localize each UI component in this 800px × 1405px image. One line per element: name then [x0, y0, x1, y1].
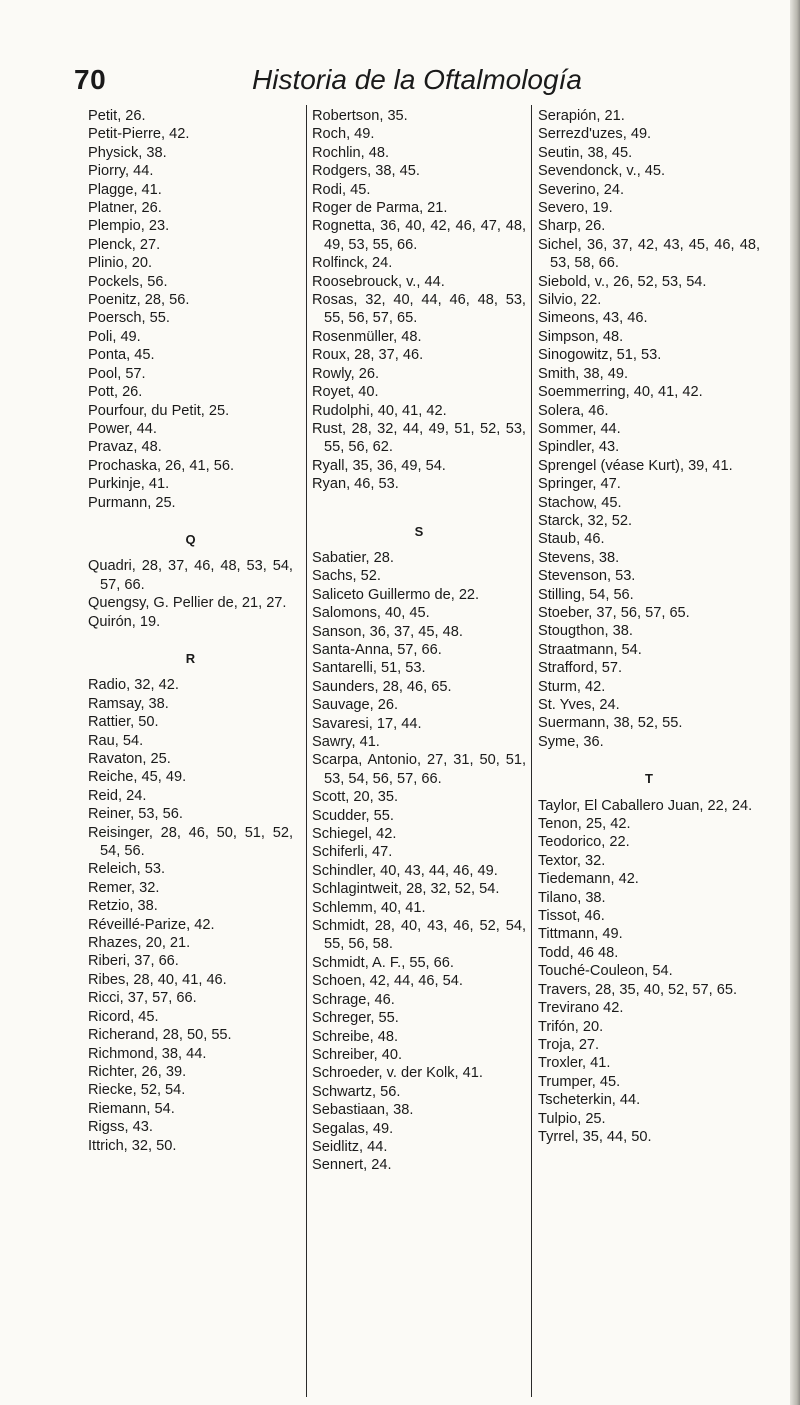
- index-entry: Schwartz, 56.: [312, 1083, 401, 1100]
- index-entry: Richmond, 38, 44.: [88, 1045, 207, 1062]
- index-entry: Reid, 24.: [88, 787, 147, 804]
- index-entry: Plenck, 27.: [88, 236, 161, 253]
- index-entry: Schiferli, 47.: [312, 844, 393, 861]
- index-column-3: [538, 107, 760, 1146]
- index-entry: Schmidt, A. F., 55, 66.: [312, 954, 454, 971]
- index-entry: Salomons, 40, 45.: [312, 605, 430, 622]
- index-entry: Purkinje, 41.: [88, 476, 170, 493]
- index-entry: Rhazes, 20, 21.: [88, 935, 191, 952]
- column-rule: [306, 105, 307, 1397]
- index-entry: Sevendonck, v., 45.: [538, 163, 666, 180]
- index-entry: Quirón, 19.: [88, 613, 161, 630]
- index-entry: Purmann, 25.: [88, 494, 176, 511]
- index-column-2: [312, 107, 526, 1175]
- column-rule: [531, 105, 532, 1397]
- index-entry: Rau, 54.: [88, 732, 144, 749]
- index-entry: Solera, 46.: [538, 402, 609, 419]
- index-entry: Quadri, 28, 37, 46, 48, 53, 54, 57, 66.: [88, 558, 293, 593]
- index-entry: Staub, 46.: [538, 531, 605, 548]
- index-entry: Sturm, 42.: [538, 678, 606, 695]
- index-entry: Siebold, v., 26, 52, 53, 54.: [538, 273, 707, 290]
- index-entry: Reiche, 45, 49.: [88, 769, 187, 786]
- index-entry: Riemann, 54.: [88, 1100, 175, 1117]
- index-entry: Rowly, 26.: [312, 365, 380, 382]
- index-entry: Plagge, 41.: [88, 181, 162, 198]
- index-entry: Radio, 32, 42.: [88, 677, 179, 694]
- index-entry: Sachs, 52.: [312, 568, 381, 585]
- index-entry: Schrage, 46.: [312, 991, 395, 1008]
- index-entry: Tilano, 38.: [538, 889, 606, 906]
- index-entry: Richter, 26, 39.: [88, 1063, 187, 1080]
- index-entry: Sprengel (véase Kurt), 39, 41.: [538, 457, 733, 474]
- index-entry: Sebastiaan, 38.: [312, 1102, 414, 1119]
- index-entry: Rognetta, 36, 40, 42, 46, 47, 48, 49, 53, 55, 66.: [312, 218, 526, 253]
- section-letter: Q: [185, 531, 196, 547]
- index-entry: Schreibe, 48.: [312, 1028, 398, 1045]
- index-entry: Silvio, 22.: [538, 292, 602, 309]
- index-entry: Trumper, 45.: [538, 1073, 621, 1090]
- index-entry: Royet, 40.: [312, 384, 379, 401]
- index-entry: Poli, 49.: [88, 328, 141, 345]
- index-entry: Smith, 38, 49.: [538, 365, 629, 382]
- index-entry: Roch, 49.: [312, 126, 375, 143]
- index-entry: Rochlin, 48.: [312, 144, 390, 161]
- index-entry: Piorry, 44.: [88, 163, 154, 180]
- index-entry: Reiner, 53, 56.: [88, 806, 183, 823]
- index-entry: Spindler, 43.: [538, 439, 620, 456]
- index-entry: Soemmerring, 40, 41, 42.: [538, 384, 703, 401]
- index-entry: Schoen, 42, 44, 46, 54.: [312, 973, 463, 990]
- index-entry: Ricci, 37, 57, 66.: [88, 990, 197, 1007]
- index-entry: Segalas, 49.: [312, 1120, 394, 1137]
- index-entry: Schmidt, 28, 40, 43, 46, 52, 54, 55, 56, 58.: [312, 918, 526, 953]
- index-entry: Simpson, 48.: [538, 328, 624, 345]
- index-entry: Strafford, 57.: [538, 660, 623, 677]
- index-entry: Suermann, 38, 52, 55.: [538, 715, 683, 732]
- index-column-1: [88, 107, 293, 1155]
- index-entry: Stilling, 54, 56.: [538, 586, 634, 603]
- index-entry: Sauvage, 26.: [312, 697, 399, 714]
- index-entry: Troja, 27.: [538, 1036, 600, 1053]
- index-entry: Richerand, 28, 50, 55.: [88, 1027, 232, 1044]
- index-entry: Trevirano 42.: [538, 1000, 624, 1017]
- index-entry: Schreger, 55.: [312, 1010, 399, 1027]
- page-edge-shadow: [790, 0, 800, 1405]
- index-entry: Ravaton, 25.: [88, 751, 171, 767]
- index-entry: Poenitz, 28, 56.: [88, 292, 190, 309]
- index-entry: Rudolphi, 40, 41, 42.: [312, 402, 447, 419]
- index-entry: Tissot, 46.: [538, 908, 605, 925]
- index-entry: Rodi, 45.: [312, 181, 371, 198]
- index-entry: Roosebrouck, v., 44.: [312, 273, 445, 290]
- index-entry: Serapión, 21.: [538, 108, 625, 124]
- index-entry: Stevens, 38.: [538, 549, 620, 566]
- index-entry: Pravaz, 48.: [88, 439, 162, 456]
- index-entry: Stoeber, 37, 56, 57, 65.: [538, 604, 690, 621]
- index-entry: Plinio, 20.: [88, 255, 153, 272]
- index-entry: Trifón, 20.: [538, 1018, 604, 1035]
- index-entry: Quengsy, G. Pellier de, 21, 27.: [88, 595, 287, 612]
- index-entry: Travers, 28, 35, 40, 52, 57, 65.: [538, 981, 738, 998]
- index-entry: Pourfour, du Petit, 25.: [88, 402, 230, 419]
- index-entry: Sabatier, 28.: [312, 549, 394, 566]
- index-entry: Sichel, 36, 37, 42, 43, 45, 46, 48, 53, 58, 66.: [538, 236, 760, 272]
- index-entry: Stougthon, 38.: [538, 623, 633, 640]
- index-entry: Scott, 20, 35.: [312, 789, 398, 806]
- index-entry: Seidlitz, 44.: [312, 1138, 388, 1155]
- index-entry: Roger de Parma, 21.: [312, 200, 448, 217]
- index-entry: Ribes, 28, 40, 41, 46.: [88, 971, 227, 988]
- index-entry: Sennert, 24.: [312, 1157, 392, 1174]
- index-entry: Severino, 24.: [538, 181, 624, 198]
- index-entry: Sanson, 36, 37, 45, 48.: [312, 623, 463, 640]
- index-entry: Robertson, 35.: [312, 108, 408, 124]
- section-letter: R: [185, 650, 196, 666]
- index-entry: Petit, 26.: [88, 108, 146, 124]
- index-entry: Scudder, 55.: [312, 807, 394, 824]
- index-entry: Saliceto Guillermo de, 22.: [312, 586, 480, 603]
- index-entry: Starck, 32, 52.: [538, 512, 633, 529]
- index-entry: Santa-Anna, 57, 66.: [312, 641, 442, 658]
- index-entry: Ricord, 45.: [88, 1008, 159, 1025]
- index-entry: Sommer, 44.: [538, 420, 621, 437]
- index-entry: Rigss, 43.: [88, 1119, 153, 1136]
- index-entry: Rodgers, 38, 45.: [312, 163, 420, 180]
- index-entry: Sawry, 41.: [312, 734, 380, 750]
- index-entry: Textor, 32.: [538, 852, 606, 869]
- index-entry: Sinogowitz, 51, 53.: [538, 347, 662, 364]
- index-entry: Saunders, 28, 46, 65.: [312, 678, 452, 695]
- index-entry: Simeons, 43, 46.: [538, 310, 648, 327]
- index-entry: Riberi, 37, 66.: [88, 953, 179, 970]
- index-entry: Ittrich, 32, 50.: [88, 1137, 177, 1154]
- index-entry: Schreiber, 40.: [312, 1046, 403, 1063]
- index-entry: Seutin, 38, 45.: [538, 144, 633, 161]
- index-entry: Schlemm, 40, 41.: [312, 899, 426, 916]
- section-letter: S: [414, 523, 424, 539]
- index-entry: Tittmann, 49.: [538, 926, 623, 943]
- index-entry: Tyrrel, 35, 44, 50.: [538, 1128, 652, 1145]
- index-entry: Pott, 26.: [88, 384, 143, 401]
- index-entry: Savaresi, 17, 44.: [312, 715, 422, 732]
- index-entry: Santarelli, 51, 53.: [312, 660, 426, 677]
- index-entry: Rolfinck, 24.: [312, 255, 393, 272]
- index-entry: Stevenson, 53.: [538, 568, 636, 585]
- index-entry: Schroeder, v. der Kolk, 41.: [312, 1065, 483, 1082]
- index-entry: Ramsay, 38.: [88, 695, 169, 712]
- index-entry: Serrezd'uzes, 49.: [538, 126, 652, 143]
- index-entry: Power, 44.: [88, 420, 157, 437]
- index-entry: Tiedemann, 42.: [538, 871, 639, 888]
- page-number: 70: [74, 64, 107, 95]
- index-entry: Plempio, 23.: [88, 218, 170, 235]
- index-entry: Springer, 47.: [538, 476, 621, 493]
- index-entry: Rust, 28, 32, 44, 49, 51, 52, 53, 55, 56, 62.: [312, 420, 526, 456]
- index-entry: Prochaska, 26, 41, 56.: [88, 457, 235, 474]
- index-entry: Ponta, 45.: [88, 347, 155, 364]
- index-entry: Touché-Couleon, 54.: [538, 963, 673, 980]
- index-entry: Tenon, 25, 42.: [538, 816, 631, 833]
- index-entry: Sharp, 26.: [538, 218, 606, 235]
- index-entry: Releich, 53.: [88, 861, 166, 878]
- index-entry: St. Yves, 24.: [538, 697, 620, 713]
- index-entry: Ryall, 35, 36, 49, 54.: [312, 457, 446, 474]
- index-entry: Rosas, 32, 40, 44, 46, 48, 53, 55, 56, 57, 65.: [312, 292, 526, 327]
- index-entry: Physick, 38.: [88, 144, 167, 161]
- index-entry: Taylor, El Caballero Juan, 22, 24.: [538, 797, 753, 814]
- index-entry: Scarpa, Antonio, 27, 31, 50, 51, 53, 54, 56, 57, 66.: [312, 752, 526, 787]
- index-entry: Pool, 57.: [88, 365, 146, 382]
- index-entry: Pockels, 56.: [88, 273, 168, 290]
- section-letter: T: [645, 771, 653, 787]
- running-title: Historia de la Oftalmología: [252, 64, 582, 95]
- index-entry: Poersch, 55.: [88, 310, 170, 327]
- spacer: [312, 494, 526, 504]
- index-entry: Schiegel, 42.: [312, 826, 397, 843]
- index-entry: Petit-Pierre, 42.: [88, 126, 190, 143]
- index-entry: Reisinger, 28, 46, 50, 51, 52, 54, 56.: [88, 824, 293, 860]
- index-entry: Syme, 36.: [538, 733, 604, 750]
- index-entry: Platner, 26.: [88, 200, 162, 217]
- index-entry: Tulpio, 25.: [538, 1110, 606, 1127]
- index-entry: Rosenmüller, 48.: [312, 328, 422, 345]
- index-entry: Réveillé-Parize, 42.: [88, 916, 215, 933]
- index-entry: Rattier, 50.: [88, 714, 159, 731]
- index-entry: Teodorico, 22.: [538, 834, 630, 851]
- index-entry: Troxler, 41.: [538, 1055, 611, 1072]
- index-entry: Riecke, 52, 54.: [88, 1082, 186, 1099]
- index-entry: Severo, 19.: [538, 200, 613, 217]
- index-entry: Roux, 28, 37, 46.: [312, 347, 424, 364]
- index-entry: Tscheterkin, 44.: [538, 1092, 641, 1109]
- index-entry: Ryan, 46, 53.: [312, 476, 399, 493]
- index-entry: Stachow, 45.: [538, 494, 622, 511]
- index-entry: Remer, 32.: [88, 879, 160, 896]
- index-entry: Straatmann, 54.: [538, 641, 642, 658]
- index-entry: Schindler, 40, 43, 44, 46, 49.: [312, 862, 498, 879]
- index-entry: Retzio, 38.: [88, 898, 158, 915]
- index-entry: Schlagintweit, 28, 32, 52, 54.: [312, 881, 500, 898]
- index-entry: Todd, 46 48.: [538, 944, 619, 961]
